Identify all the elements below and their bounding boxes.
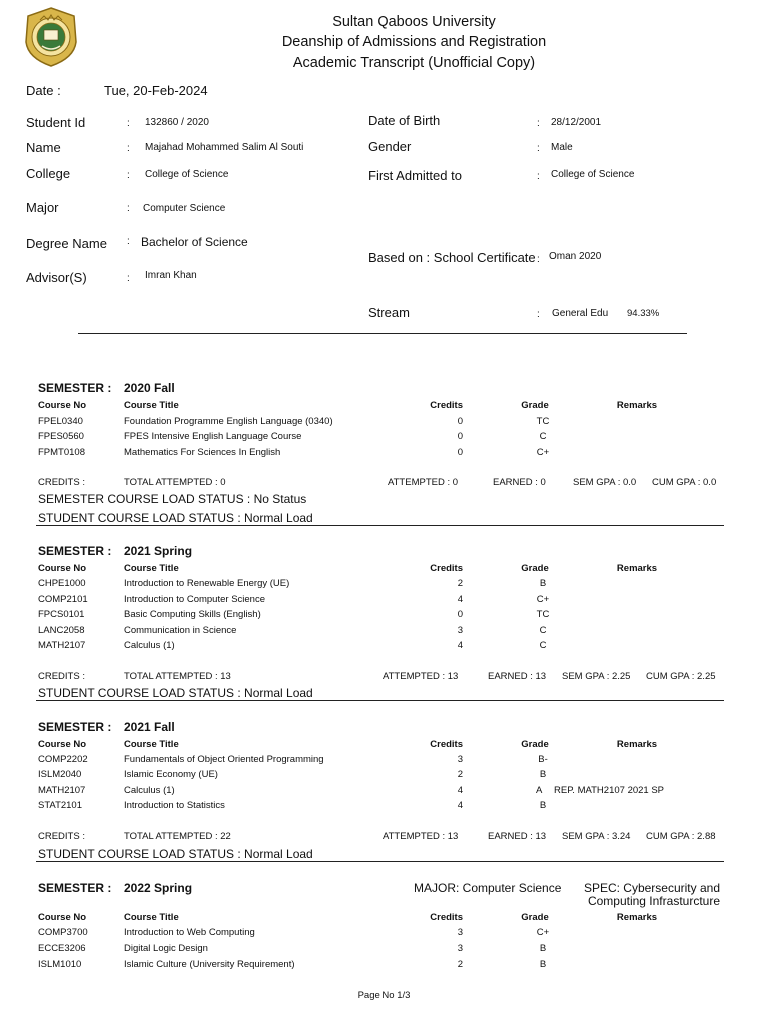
course-title: Introduction to Renewable Energy (UE)	[124, 578, 290, 589]
gender-value: Male	[551, 142, 573, 153]
course-grade: A	[536, 785, 543, 796]
course-credits: 0	[457, 416, 463, 427]
stream-percentage: 94.33%	[627, 308, 660, 319]
course-grade: B	[539, 959, 547, 970]
earned: EARNED : 13	[488, 671, 547, 682]
course-remarks: REP. MATH2107 2021 SP	[554, 785, 665, 796]
course-grade: B	[539, 943, 547, 954]
degree-label: Degree Name	[26, 236, 107, 251]
col-course-title: Course Title	[124, 739, 179, 750]
course-no: LANC2058	[38, 625, 85, 636]
major-label: Major	[26, 200, 59, 215]
semester-label: SEMESTER :	[38, 381, 112, 395]
semester-label: SEMESTER :	[38, 544, 112, 558]
course-title: Introduction to Computer Science	[124, 594, 265, 605]
course-grade: TC	[536, 609, 550, 620]
course-grade: B	[539, 578, 547, 589]
course-title: Foundation Programme English Language (0340)	[124, 416, 333, 427]
colon: :	[537, 254, 540, 265]
course-credits: 3	[457, 754, 463, 765]
name-value: Majahad Mohammed Salim Al Souti	[145, 142, 304, 153]
course-no: ECCE3206	[38, 943, 86, 954]
major-value: Computer Science	[143, 203, 226, 214]
course-grade: B	[539, 769, 547, 780]
course-title: Fundamentals of Object Oriented Programming	[124, 754, 324, 765]
course-no: COMP2101	[38, 594, 88, 605]
course-no: ISLM1010	[38, 959, 82, 970]
course-credits: 4	[457, 594, 463, 605]
course-grade: B-	[538, 754, 548, 765]
course-grade: C+	[536, 594, 550, 605]
college-value: College of Science	[145, 169, 229, 180]
col-grade: Grade	[521, 400, 549, 411]
col-grade: Grade	[521, 912, 549, 923]
course-no: STAT2101	[38, 800, 83, 811]
semester-load-status: SEMESTER COURSE LOAD STATUS : No Status	[38, 492, 307, 506]
course-credits: 2	[457, 959, 463, 970]
student-load-status: STUDENT COURSE LOAD STATUS : Normal Load	[38, 511, 313, 525]
col-remarks: Remarks	[616, 739, 658, 750]
course-credits: 3	[457, 927, 463, 938]
sem-gpa: SEM GPA : 3.24	[562, 831, 631, 842]
attempted: ATTEMPTED : 13	[383, 831, 459, 842]
colon: :	[127, 273, 130, 284]
gender-label: Gender	[368, 139, 412, 154]
col-course-no: Course No	[38, 400, 87, 411]
course-title: Islamic Economy (UE)	[124, 769, 218, 780]
semester-label: SEMESTER :	[38, 881, 112, 895]
divider	[36, 861, 724, 862]
colon: :	[537, 309, 540, 320]
university-name: Sultan Qaboos University	[332, 14, 496, 30]
course-no: FPCS0101	[38, 609, 85, 620]
course-no: FPEL0340	[38, 416, 83, 427]
dob-label: Date of Birth	[368, 113, 441, 128]
col-remarks: Remarks	[616, 563, 658, 574]
college-label: College	[26, 166, 71, 181]
course-credits: 2	[457, 769, 463, 780]
date-value: Tue, 20-Feb-2024	[104, 83, 208, 98]
semester-name: 2020 Fall	[124, 381, 175, 395]
colon: :	[127, 143, 130, 154]
col-credits: Credits	[430, 400, 463, 411]
student-load-status: STUDENT COURSE LOAD STATUS : Normal Load	[38, 847, 313, 861]
course-grade: TC	[536, 416, 550, 427]
based-on-value: Oman 2020	[549, 251, 602, 262]
course-title: Islamic Culture (University Requirement)	[124, 959, 295, 970]
document-title: Academic Transcript (Unofficial Copy)	[292, 55, 536, 71]
course-grade: C	[539, 431, 547, 442]
course-credits: 0	[457, 609, 463, 620]
semester-label: SEMESTER :	[38, 720, 112, 734]
course-title: Digital Logic Design	[124, 943, 208, 954]
course-credits: 4	[457, 785, 463, 796]
cum-gpa: CUM GPA : 2.88	[646, 831, 716, 842]
colon: :	[127, 118, 130, 129]
stream-value: General Edu	[552, 308, 609, 319]
cum-gpa: CUM GPA : 0.0	[652, 477, 717, 488]
course-no: MATH2107	[38, 640, 86, 651]
spec-note-line-1: SPEC: Cybersecurity and	[583, 881, 720, 895]
cum-gpa: CUM GPA : 2.25	[646, 671, 716, 682]
student-id-label: Student Id	[26, 115, 86, 130]
course-title: FPES Intensive English Language Course	[124, 431, 302, 442]
spec-note-line-2: Computing Infrasturcture	[587, 894, 720, 908]
col-course-title: Course Title	[124, 400, 179, 411]
course-no: FPES0560	[38, 431, 84, 442]
course-no: FPMT0108	[38, 447, 85, 458]
col-credits: Credits	[430, 563, 463, 574]
based-on-label: Based on : School Certificate	[368, 250, 536, 265]
col-course-no: Course No	[38, 739, 87, 750]
name-label: Name	[26, 140, 61, 155]
stream-label: Stream	[368, 305, 410, 320]
divider	[78, 333, 687, 334]
col-remarks: Remarks	[616, 400, 658, 411]
course-title: Introduction to Statistics	[124, 800, 225, 811]
colon: :	[127, 170, 130, 181]
colon: :	[537, 171, 540, 182]
course-credits: 4	[457, 640, 463, 651]
date-label: Date :	[26, 83, 61, 98]
credits-label: CREDITS :	[38, 477, 85, 488]
earned: EARNED : 13	[488, 831, 547, 842]
credits-label: CREDITS :	[38, 671, 85, 682]
university-seal	[22, 6, 80, 68]
attempted: ATTEMPTED : 0	[388, 477, 459, 488]
course-no: MATH2107	[38, 785, 86, 796]
admitted-value: College of Science	[551, 169, 635, 180]
colon: :	[537, 118, 540, 129]
divider	[36, 700, 724, 701]
course-grade: B	[539, 800, 547, 811]
earned: EARNED : 0	[493, 477, 546, 488]
student-load-status: STUDENT COURSE LOAD STATUS : Normal Load	[38, 686, 313, 700]
course-title: Calculus (1)	[124, 640, 175, 651]
student-id-value: 132860 / 2020	[145, 117, 209, 128]
divider	[36, 525, 724, 526]
course-title: Basic Computing Skills (English)	[124, 609, 261, 620]
sem-gpa: SEM GPA : 2.25	[562, 671, 631, 682]
col-credits: Credits	[430, 739, 463, 750]
colon: :	[127, 236, 130, 247]
advisor-label: Advisor(S)	[26, 270, 87, 285]
col-grade: Grade	[521, 563, 549, 574]
total-attempted: TOTAL ATTEMPTED : 22	[124, 831, 231, 842]
course-no: COMP3700	[38, 927, 88, 938]
course-no: ISLM2040	[38, 769, 82, 780]
credits-label: CREDITS :	[38, 831, 85, 842]
total-attempted: TOTAL ATTEMPTED : 13	[124, 671, 231, 682]
semester-name: 2021 Fall	[124, 720, 175, 734]
page-number: Page No 1/3	[357, 990, 411, 1001]
course-title: Calculus (1)	[124, 785, 175, 796]
course-credits: 4	[457, 800, 463, 811]
admitted-label: First Admitted to	[368, 168, 462, 183]
course-grade: C+	[536, 447, 550, 458]
dob-value: 28/12/2001	[551, 117, 602, 128]
col-credits: Credits	[430, 912, 463, 923]
col-grade: Grade	[521, 739, 549, 750]
major-note: MAJOR: Computer Science	[414, 881, 562, 895]
degree-value: Bachelor of Science	[141, 235, 248, 249]
deanship-name: Deanship of Admissions and Registration	[281, 34, 547, 50]
col-course-title: Course Title	[124, 912, 179, 923]
colon: :	[537, 143, 540, 154]
sem-gpa: SEM GPA : 0.0	[573, 477, 637, 488]
col-course-title: Course Title	[124, 563, 179, 574]
course-credits: 0	[457, 431, 463, 442]
course-grade: C	[539, 625, 547, 636]
col-course-no: Course No	[38, 563, 87, 574]
course-title: Communication in Science	[124, 625, 237, 636]
course-no: CHPE1000	[38, 578, 86, 589]
advisor-value: Imran Khan	[145, 270, 197, 281]
col-remarks: Remarks	[616, 912, 658, 923]
total-attempted: TOTAL ATTEMPTED : 0	[124, 477, 226, 488]
course-grade: C	[539, 640, 547, 651]
course-no: COMP2202	[38, 754, 88, 765]
course-credits: 2	[457, 578, 463, 589]
course-title: Introduction to Web Computing	[124, 927, 255, 938]
seal-icon	[22, 6, 80, 68]
course-credits: 3	[457, 625, 463, 636]
semester-name: 2022 Spring	[124, 881, 193, 895]
course-grade: C+	[536, 927, 550, 938]
semester-name: 2021 Spring	[124, 544, 193, 558]
course-credits: 3	[457, 943, 463, 954]
col-course-no: Course No	[38, 912, 87, 923]
attempted: ATTEMPTED : 13	[383, 671, 459, 682]
course-credits: 0	[457, 447, 463, 458]
colon: :	[127, 203, 130, 214]
course-title: Mathematics For Sciences In English	[124, 447, 281, 458]
